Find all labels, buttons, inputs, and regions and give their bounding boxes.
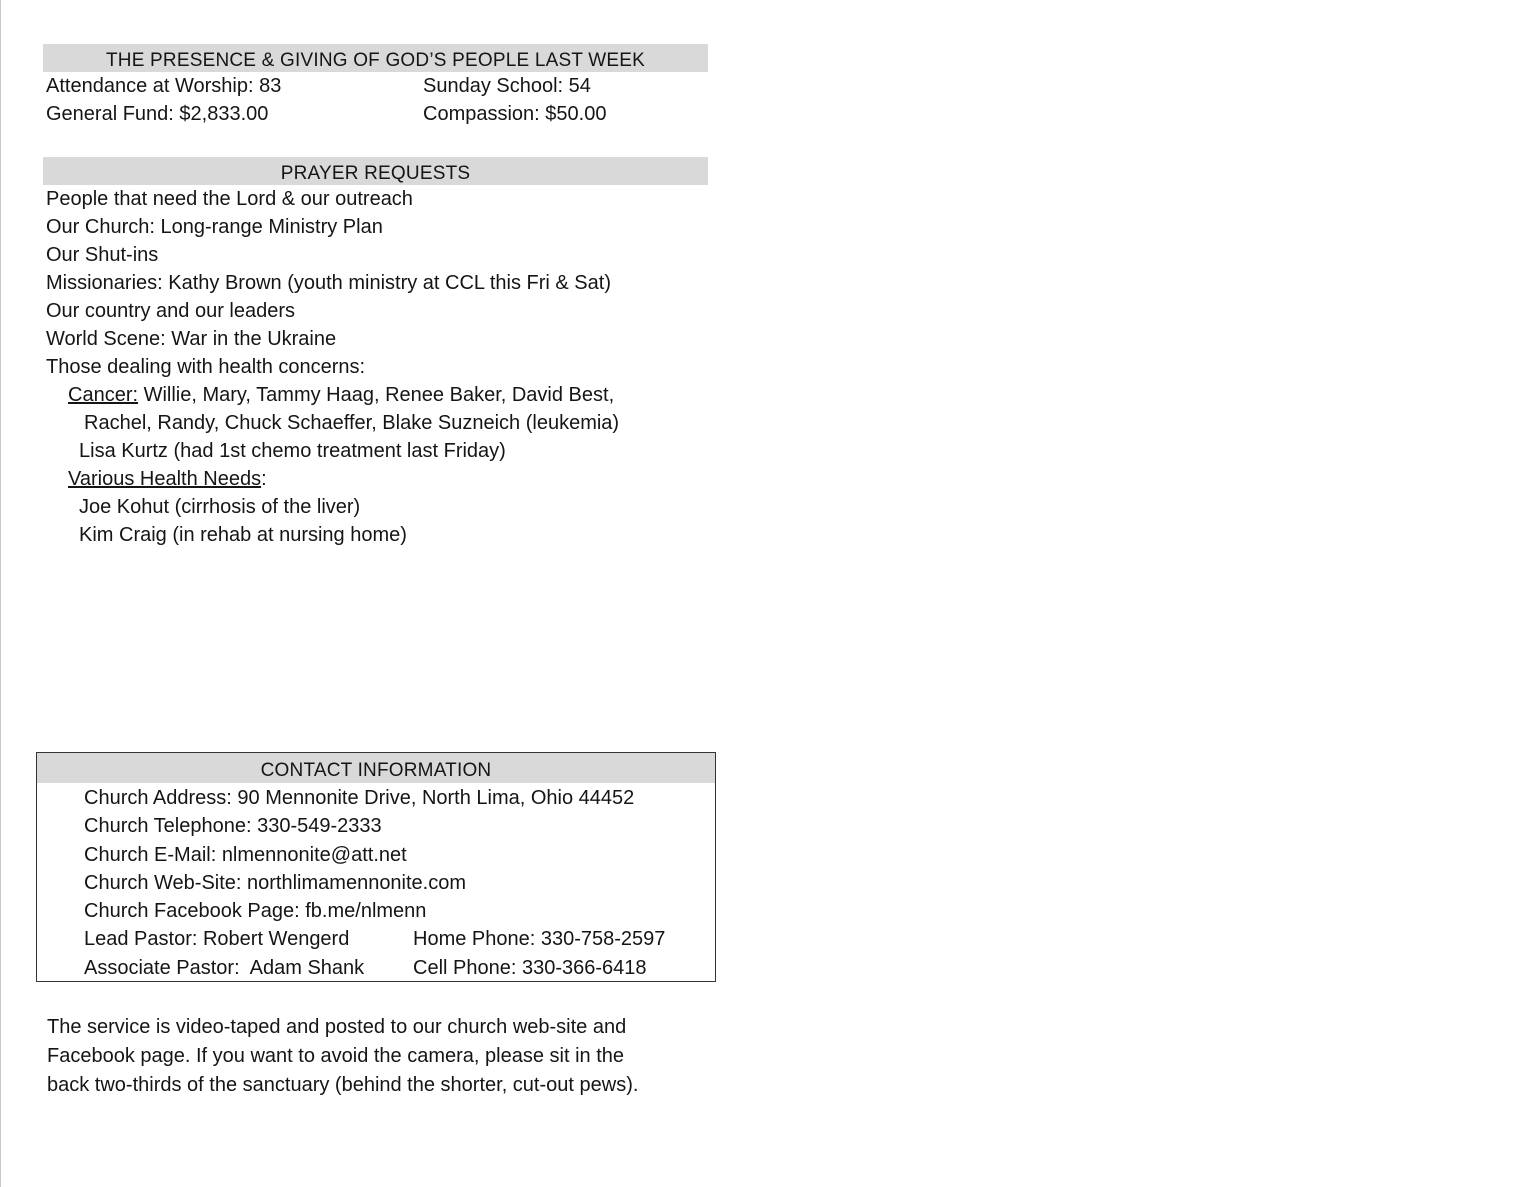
cell-phone: Cell Phone: 330-366-6418 [413, 956, 647, 979]
contact-telephone: Church Telephone: 330-549-2333 [84, 815, 382, 838]
cancer-names-2: Rachel, Randy, Chuck Schaeffer, Blake Suzneich (leukemia) [84, 412, 620, 434]
various-label: Various Health Needs [68, 468, 262, 490]
giving-row-1 [43, 72, 708, 100]
associate-pastor-row [37, 953, 715, 981]
contact-header: CONTACT INFORMATION [37, 753, 715, 783]
contact-website: Church Web-Site: northlimamennonite.com [84, 871, 467, 894]
giving-header: THE PRESENCE & GIVING OF GOD’S PEOPLE LAST WEEK [43, 44, 708, 72]
prayer-section [43, 157, 708, 549]
giving-section [43, 44, 708, 128]
contact-address: Church Address: 90 Mennonite Drive, North Lima, Ohio 44452 [84, 787, 635, 809]
giving-row-2 [43, 100, 708, 128]
prayer-line: People that need the Lord & our outreach [46, 188, 413, 210]
prayer-line: Our country and our leaders [46, 300, 296, 322]
contact-email: Church E-Mail: nlmennonite@att.net [84, 843, 407, 866]
compassion-text: Compassion: $50.00 [423, 103, 607, 125]
various-item-text: Kim Craig (in rehab at nursing home) [79, 524, 407, 546]
cancer-names-1: Willie, Mary, Tammy Haag, Renee Baker, David Best, [138, 384, 615, 406]
contact-box [36, 752, 716, 982]
lead-pastor: Lead Pastor: Robert Wengerd [84, 928, 350, 951]
various-item [43, 493, 708, 521]
various-item-text: Joe Kohut (cirrhosis of the liver) [79, 496, 361, 518]
home-phone: Home Phone: 330-758-2597 [413, 928, 666, 951]
cancer-line-2 [43, 409, 708, 437]
video-notice [47, 1013, 727, 1100]
notice-line: Facebook page. If you want to avoid the camera, please sit in the [47, 1045, 625, 1067]
notice-line: back two-thirds of the sanctuary (behind the shorter, cut-out pews). [47, 1074, 639, 1096]
cancer-label: Cancer: [68, 384, 139, 406]
cancer-line-3 [43, 437, 708, 465]
various-colon: : [261, 468, 267, 490]
associate-pastor: Associate Pastor: Adam Shank [84, 956, 365, 979]
various-health-line [43, 465, 708, 493]
sunday-school-text: Sunday School: 54 [423, 75, 591, 97]
prayer-header: PRAYER REQUESTS [43, 157, 708, 185]
various-item [43, 521, 708, 549]
prayer-line: Our Shut-ins [46, 244, 159, 266]
cancer-line-1 [43, 381, 708, 409]
notice-line: The service is video-taped and posted to our church web-site and [47, 1016, 627, 1038]
prayer-line: Those dealing with health concerns: [46, 356, 366, 378]
prayer-line: Missionaries: Kathy Brown (youth ministry at CCL this Fri & Sat) [46, 272, 611, 294]
cancer-names-3: Lisa Kurtz (had 1st chemo treatment last Friday) [79, 440, 506, 462]
contact-facebook: Church Facebook Page: fb.me/nlmenn [84, 900, 427, 923]
prayer-line: World Scene: War in the Ukraine [46, 328, 337, 350]
page-edge [0, 0, 1, 1187]
general-fund-text: General Fund: $2,833.00 [46, 103, 269, 125]
prayer-line: Our Church: Long-range Ministry Plan [46, 216, 383, 238]
attendance-text: Attendance at Worship: 83 [46, 75, 282, 97]
lead-pastor-row [37, 924, 715, 952]
